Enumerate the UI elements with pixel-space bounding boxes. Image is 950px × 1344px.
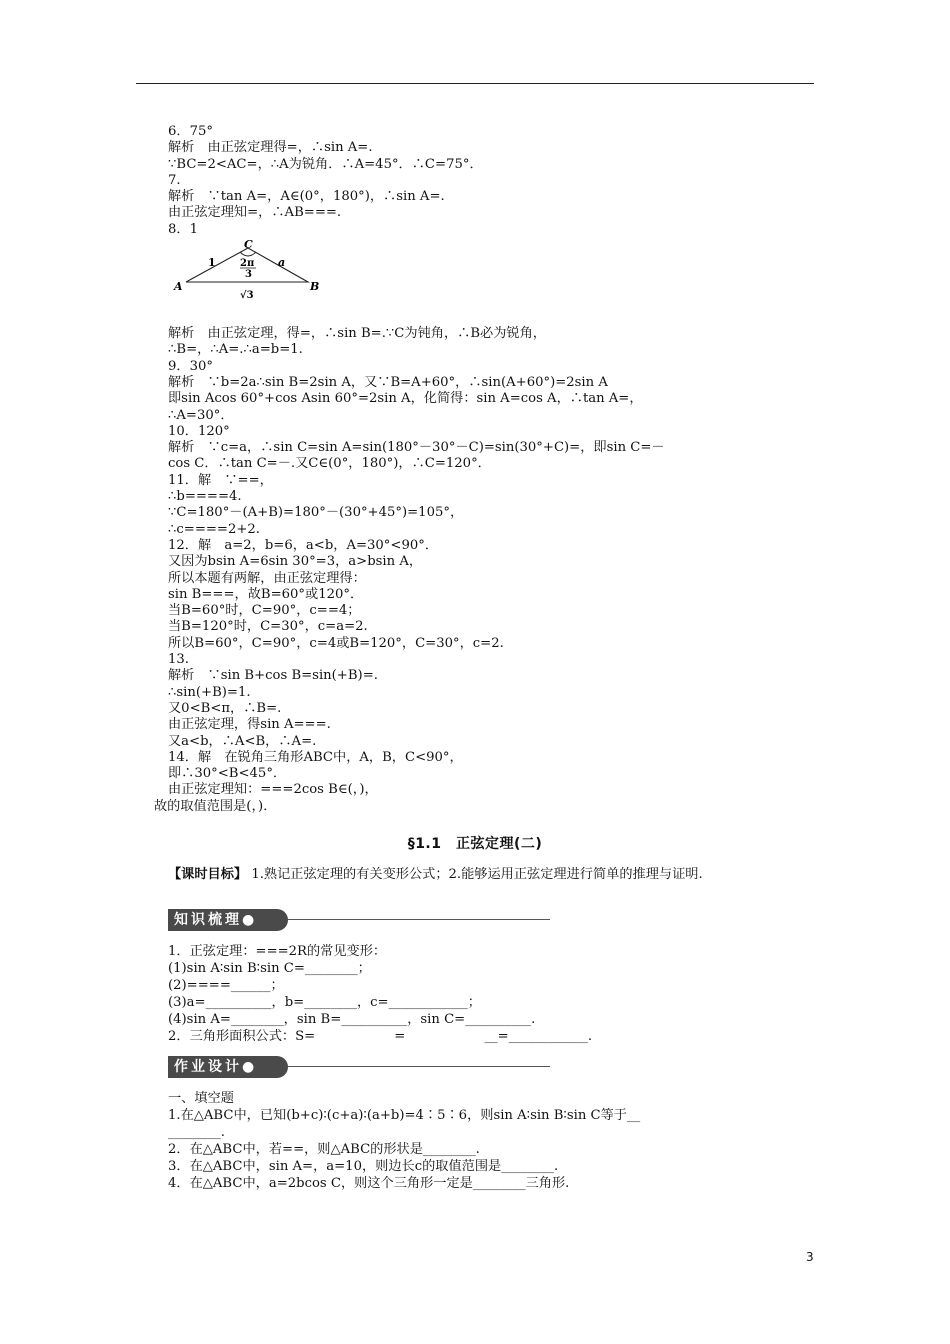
answer-line: 由正弦定理知：===2cos B∈(，)， <box>168 782 378 798</box>
answer-line: ∵BC=2<AC=，∴A为锐角．∴A=45°．∴C=75°． <box>168 156 483 172</box>
homework-line: 一、填空题 <box>168 1091 234 1106</box>
vertex-a-label: A <box>174 280 183 294</box>
side-label-bottom: √3 <box>240 290 254 302</box>
answer-line: 解析 由正弦定理，得=，∴sin B=.∵C为钝角，∴B必为锐角， <box>168 326 546 342</box>
answer-line: 7. <box>168 172 181 188</box>
answers-block <box>154 124 818 815</box>
knowledge-banner-label: 知识梳理● <box>168 909 288 931</box>
homework-line: 4．在△ABC中，a=2bcos C，则这个三角形一定是________三角形. <box>168 1176 570 1191</box>
knowledge-block <box>168 943 818 1045</box>
goal-text: 1.熟记正弦定理的有关变形公式；2.能够运用正弦定理进行简单的推理与证明. <box>251 867 703 882</box>
banner-line <box>288 1066 550 1067</box>
triangle-diagram <box>172 238 332 322</box>
answer-line: 12．解 a=2，b=6，a<b，A=30°<90°． <box>168 537 439 553</box>
homework-banner-label: 作业设计● <box>168 1056 288 1078</box>
answer-line: 由正弦定理，得sin A===. <box>168 717 331 733</box>
answer-line: 所以B=60°，C=90°，c=4或B=120°，C=30°，c=2. <box>168 635 504 651</box>
vertex-b-label: B <box>310 280 320 294</box>
knowledge-line: (3)a=__________，b=________，c=____________； <box>168 995 481 1010</box>
homework-block <box>168 1090 818 1192</box>
answer-line: 解析 ∵sin B+cos B=sin(+B)=. <box>168 668 378 684</box>
homework-line: 2．在△ABC中，若==，则△ABC的形状是________. <box>168 1142 480 1157</box>
answer-line: 又0<B<π，∴B=. <box>168 700 282 716</box>
answer-line: 解析 ∵c=a，∴sin C=sin A=sin(180°－30°－C)=sin(30°+C)=，即sin C=－ <box>168 440 665 456</box>
header-rule <box>136 83 814 84</box>
answer-line: 8．1 <box>168 221 198 237</box>
answer-line: 9．30° <box>168 358 213 374</box>
section-title <box>0 833 950 853</box>
homework-line: 1.在△ABC中，已知(b+c)∶(c+a)∶(a+b)=4∶5∶6，则sin A∶sin B∶sin C等于__ <box>168 1108 641 1123</box>
answer-line: ∴A=30°． <box>168 407 234 423</box>
answer-line: ∴B=，∴A=.∴a=b=1. <box>168 342 303 358</box>
section-title-text: §1.1 正弦定理(二) <box>407 836 543 852</box>
answer-line: 又因为bsin A=6sin 30°=3，a>bsin A， <box>168 554 423 570</box>
knowledge-banner <box>168 909 550 931</box>
answer-line: 解析 由正弦定理得=，∴sin A=. <box>168 140 373 156</box>
answer-line: 当B=60°时，C=90°，c==4； <box>168 603 361 619</box>
side-label-right: a <box>278 256 286 270</box>
answer-line: 由正弦定理知=，∴AB===. <box>168 205 342 221</box>
homework-line: 3．在△ABC中，sin A=，a=10，则边长c的取值范围是________. <box>168 1159 559 1174</box>
knowledge-line: (4)sin A=________，sin B=__________，sin C=__________. <box>168 1012 536 1027</box>
answer-line: 又a<b，∴A<B，∴A=. <box>168 733 317 749</box>
answer-line: 即∴30°<B<45°． <box>168 766 287 782</box>
answer-line: ∴sin(+B)=1. <box>168 684 251 700</box>
knowledge-line: 2．三角形面积公式：S= = __=____________. <box>168 1029 593 1044</box>
answer-line: 即sin Acos 60°+cos Asin 60°=2sin A，化简得：sin A=cos A，∴tan A=， <box>168 391 643 407</box>
lesson-goal <box>168 866 818 884</box>
banner-line <box>288 919 550 920</box>
answer-line: 13. <box>168 652 189 668</box>
answer-line: 所以本题有两解，由正弦定理得： <box>168 570 366 586</box>
homework-banner <box>168 1056 550 1078</box>
answer-line: 11．解 ∵==， <box>168 472 273 488</box>
answer-line: ∴b====4. <box>168 489 242 505</box>
knowledge-line: (1)sin A∶sin B∶sin C=________； <box>168 961 371 976</box>
page-number: 3 <box>806 1250 814 1264</box>
goal-label: 【课时目标】 <box>168 867 248 882</box>
answer-line: 10．120° <box>168 423 230 439</box>
knowledge-line: 1．正弦定理：===2R的常见变形： <box>168 944 387 959</box>
homework-line: ________. <box>168 1125 225 1140</box>
triangle-figure-area <box>168 238 818 326</box>
answer-line: ∵C=180°－(A+B)=180°－(30°+45°)=105°， <box>168 505 464 521</box>
answer-line: sin B===，故B=60°或120°． <box>168 586 364 602</box>
side-label-left: 1 <box>208 256 216 270</box>
knowledge-line: (2)====______； <box>168 978 284 993</box>
angle-denominator: 3 <box>245 269 252 281</box>
angle-numerator: 2π <box>240 258 255 270</box>
answer-line: 当B=120°时，C=30°，c=a=2. <box>168 619 368 635</box>
answer-line: 解析 ∵tan A=，A∈(0°，180°)，∴sin A=. <box>168 189 445 205</box>
answer-line: 故的取值范围是(，)． <box>154 798 277 814</box>
answer-line: 解析 ∵b=2a∴sin B=2sin A，又∵B=A+60°，∴sin(A+60°)=2sin A <box>168 374 608 390</box>
answer-line: cos C．∴tan C=－.又C∈(0°，180°)，∴C=120°． <box>168 456 491 472</box>
answer-line: ∴c====2+2. <box>168 521 260 537</box>
answer-line: 6．75° <box>168 124 213 139</box>
vertex-c-label: C <box>244 238 253 252</box>
answer-line: 14．解 在锐角三角形ABC中，A，B，C<90°， <box>168 749 463 765</box>
